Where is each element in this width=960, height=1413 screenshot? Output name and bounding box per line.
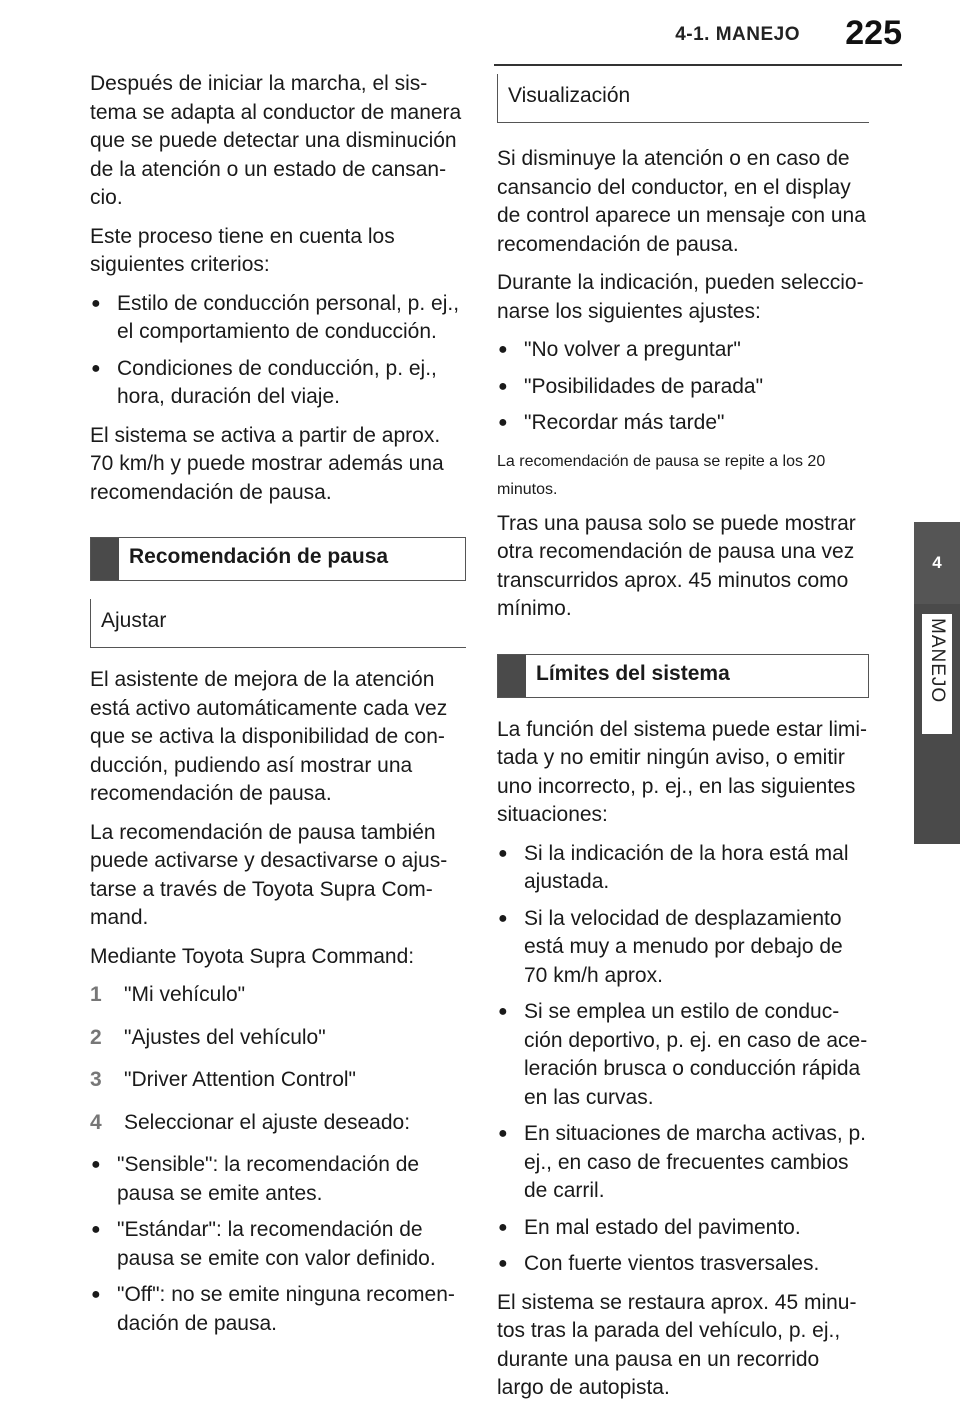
subheading-box	[497, 74, 869, 123]
paragraph: La recomendación de pausa también puede activarse y desactivarse o ajus-tarse a través de Toyota Supra Com-mand.	[90, 820, 448, 929]
paragraph: Después de iniciar la marcha, el sis-tema se adapta al conductor de manera que se puede detectar una disminución de la atención o un estado de cansan-cio.	[90, 72, 462, 209]
heading-marker	[91, 538, 119, 580]
paragraph: El sistema se restaura aprox. 45 minu-tos tras la parada del vehículo, p. ej., durante una pausa en un recorrido largo de autopista.	[497, 1290, 857, 1399]
list-item: ● Si la velocidad de desplazamiento está muy a menudo por debajo de 70 km/h aprox.	[497, 905, 869, 991]
paragraph: El sistema se activa a partir de aprox. 70 km/h y puede mostrar además una recomendación de pausa.	[90, 423, 444, 504]
chapter-tab-label: MANEJO	[927, 618, 948, 704]
step-item	[90, 1066, 466, 1095]
limits-list	[497, 840, 869, 1279]
section-heading: Límites del sistema	[536, 661, 730, 685]
paragraph: Este proceso tiene en cuenta los siguientes criterios:	[90, 224, 395, 276]
subheading: Visualización	[508, 84, 631, 107]
step-number: 1	[90, 983, 102, 1006]
section-heading: Recomendación de pausa	[129, 545, 389, 568]
step-item	[90, 981, 466, 1010]
step-number: 3	[90, 1068, 102, 1091]
paragraph: Si disminuye la atención o en caso de cansancio del conductor, en el display de control aparece un mensaje con una recomendación de pausa.	[497, 147, 866, 256]
chapter-tab-label-box	[922, 614, 952, 734]
list-item: ● En mal estado del pavimento.	[497, 1214, 869, 1243]
section-title: 4-1. MANEJO	[675, 24, 800, 45]
criteria-list	[90, 290, 466, 412]
list-item: ● Si la indicación de la hora está mal ajustada.	[497, 840, 869, 897]
list-item: ● Si se emplea un estilo de conduc-ción deportivo, p. ej. en caso de ace-leración brusca o conducción rápida en las curvas.	[497, 998, 869, 1112]
paragraph: El asistente de mejora de la atención está activo automáticamente cada vez que se activa la disponibilidad de con-ducción, pudiendo así mostrar una recomendación de pausa.	[90, 668, 448, 805]
steps-list	[90, 981, 466, 1137]
paragraph: Durante la indicación, pueden seleccio-narse los siguientes ajustes:	[497, 271, 864, 323]
list-item: ● "No volver a preguntar"	[497, 336, 869, 365]
right-column	[497, 70, 869, 1413]
settings-list	[497, 336, 869, 438]
header-divider	[494, 64, 902, 66]
note-text: La recomendación de pausa se repite a los 20 minutos.	[497, 452, 826, 498]
step-item	[90, 1024, 466, 1053]
list-item: ● Estilo de conducción personal, p. ej., el comportamiento de conducción.	[90, 290, 466, 347]
list-item: ● "Sensible": la recomendación de pausa se emite antes.	[90, 1151, 466, 1208]
page-number: 225	[845, 14, 902, 52]
paragraph: La función del sistema puede estar limi-tada y no emitir ningún aviso, o emitir uno incorrecto, p. ej., en las siguientes situaciones:	[497, 717, 868, 826]
list-item: ● "Off": no se emite ninguna recomen-dación de pausa.	[90, 1281, 466, 1338]
section-heading-box	[90, 537, 466, 581]
step-text: "Mi vehículo"	[124, 983, 246, 1006]
list-item: ● "Recordar más tarde"	[497, 409, 869, 438]
chapter-tab-number: 4	[914, 522, 960, 604]
heading-marker	[498, 655, 526, 697]
paragraph: Tras una pausa solo se puede mostrar otra recomendación de pausa una vez transcurridos aprox. 45 minutos como mínimo.	[497, 511, 856, 620]
step-item	[90, 1109, 466, 1138]
list-item: ● "Estándar": la recomendación de pausa se emite con valor definido.	[90, 1216, 466, 1273]
options-list	[90, 1151, 466, 1338]
step-text: "Ajustes del vehículo"	[124, 1025, 326, 1049]
list-item: ● Con fuerte vientos trasversales.	[497, 1250, 869, 1279]
step-text: "Driver Attention Control"	[124, 1068, 357, 1091]
list-item: ● Condiciones de conducción, p. ej., hora, duración del viaje.	[90, 355, 466, 412]
paragraph: Mediante Toyota Supra Command:	[90, 944, 415, 968]
subheading-box	[90, 599, 466, 648]
subheading: Ajustar	[101, 609, 167, 632]
section-heading-box	[497, 654, 869, 698]
page-header	[0, 0, 960, 66]
step-text: Seleccionar el ajuste deseado:	[124, 1110, 411, 1134]
step-number: 2	[90, 1025, 102, 1049]
list-item: ● En situaciones de marcha activas, p. ej., en caso de frecuentes cambios de carril.	[497, 1120, 869, 1206]
left-column	[90, 70, 466, 1348]
step-number: 4	[90, 1110, 102, 1134]
list-item: ● "Posibilidades de parada"	[497, 373, 869, 402]
